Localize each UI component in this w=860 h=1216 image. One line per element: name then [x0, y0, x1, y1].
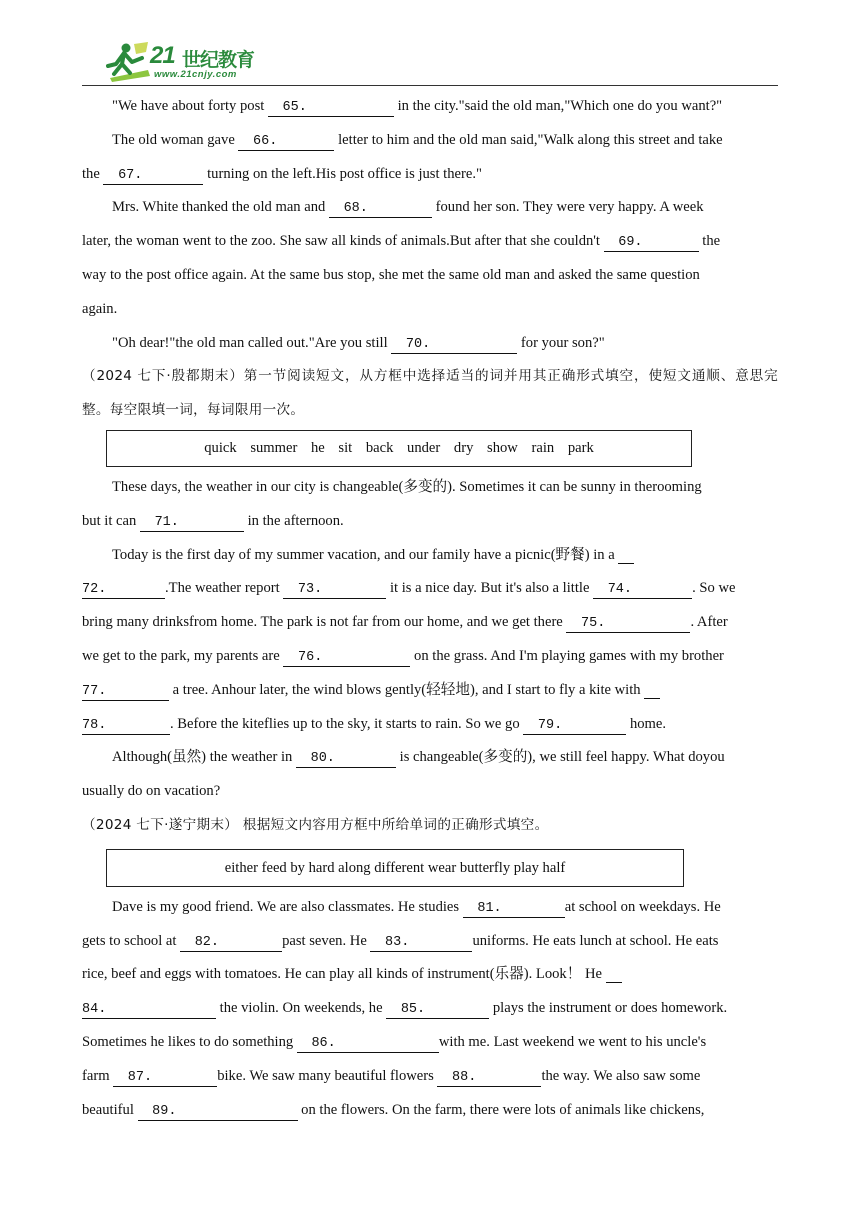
runner-icon	[104, 40, 152, 84]
answer-blank-80[interactable]	[296, 749, 396, 768]
text: Although(虽然) the weather in	[112, 749, 296, 766]
text: on the grass. And I'm playing games with my brother	[410, 647, 724, 664]
paragraph-line	[82, 1094, 778, 1128]
answer-blank-86[interactable]	[297, 1034, 439, 1053]
answer-blank-72[interactable]	[82, 580, 165, 599]
answer-blank-79[interactable]	[523, 716, 626, 735]
blank-number: 80.	[310, 751, 335, 767]
paragraph-line	[82, 572, 778, 606]
text: farm	[82, 1067, 114, 1084]
paragraph-line: way to the post office again. At the same bus stop, she met the same old man and asked the same question	[82, 266, 700, 283]
blank-number: 88.	[452, 1069, 477, 1085]
logo-url: www.21cnjy.com	[154, 69, 237, 80]
text: beautiful	[82, 1101, 138, 1118]
page-header	[0, 0, 860, 90]
document-body	[82, 90, 778, 1127]
paragraph-line	[82, 891, 778, 925]
paragraph-line	[82, 992, 778, 1026]
answer-blank-66[interactable]	[238, 132, 334, 151]
text: Mrs. White thanked the old man and	[112, 199, 329, 216]
answer-blank-75[interactable]	[566, 614, 690, 633]
text: home.	[626, 715, 667, 732]
blank-number: 77.	[82, 683, 107, 699]
blank-number: 73.	[297, 582, 323, 598]
blank-number: 81.	[477, 900, 502, 916]
answer-blank-84[interactable]	[82, 1000, 216, 1019]
paragraph-line	[82, 958, 778, 992]
answer-blank-73[interactable]	[283, 580, 386, 599]
paragraph-line	[82, 158, 778, 192]
text: bring many drinksfrom home. The park is not far from our home, and we get there	[82, 614, 567, 631]
blank-number: 86.	[311, 1035, 336, 1051]
text: is changeable(多变的), we still feel happy. What doyou	[396, 749, 725, 766]
text: . So we	[692, 580, 736, 597]
text: the violin. On weekends, he	[216, 1000, 387, 1017]
answer-blank-71[interactable]	[140, 513, 244, 532]
blank-number: 78.	[82, 717, 107, 733]
answer-blank-78-start[interactable]	[644, 682, 660, 699]
text: gets to school at	[82, 932, 181, 949]
text: Dave is my good friend. We are also classmates. He studies	[112, 898, 463, 915]
text: Today is the first day of my summer vacation, and our family have a picnic(野餐) in a	[112, 546, 615, 563]
answer-blank-89[interactable]	[138, 1102, 298, 1121]
blank-number: 89.	[152, 1103, 177, 1119]
text: . Before the kiteflies up to the sky, it starts to rain. So we go	[170, 715, 524, 732]
text: The old woman gave	[112, 131, 239, 148]
answer-blank-68[interactable]	[329, 199, 432, 218]
paragraph-line	[82, 674, 778, 708]
text: letter to him and the old man said,"Walk along this street and take	[334, 131, 723, 148]
paragraph-line	[82, 124, 778, 158]
paragraph-line	[82, 741, 778, 775]
text: in the afternoon.	[243, 512, 344, 529]
text: the	[698, 233, 721, 250]
header-divider	[82, 85, 778, 86]
answer-blank-87[interactable]	[113, 1068, 217, 1087]
text: "We have about forty post	[112, 98, 268, 114]
text: in the city."said the old man,"Which one do you want?"	[393, 98, 723, 114]
logo-text: 世纪教育	[182, 49, 255, 71]
answer-blank-70[interactable]	[391, 335, 517, 354]
blank-number: 71.	[154, 514, 179, 530]
answer-blank-88[interactable]	[437, 1068, 541, 1087]
paragraph-line	[82, 925, 778, 959]
text: . After	[690, 614, 728, 631]
answer-blank-81[interactable]	[463, 899, 565, 918]
blank-number: 72.	[82, 582, 107, 598]
text: the way. We also saw some	[541, 1067, 701, 1084]
paragraph-line: again.	[82, 300, 118, 317]
word-bank-box: either feed by hard along different wear butterfly play half	[106, 849, 684, 887]
paragraph-line	[82, 606, 778, 640]
paragraph-line	[82, 640, 778, 674]
answer-blank-83[interactable]	[370, 933, 472, 952]
answer-blank-84-start[interactable]	[606, 966, 622, 983]
blank-number: 87.	[127, 1069, 153, 1085]
paragraph-line	[82, 327, 778, 361]
answer-blank-69[interactable]	[604, 233, 699, 252]
text: it is a nice day. But it's also a little	[386, 580, 594, 597]
text: turning on the left.His post office is just there."	[203, 165, 482, 182]
blank-number: 66.	[253, 133, 278, 149]
answer-blank-76[interactable]	[283, 648, 410, 667]
blank-number: 67.	[118, 167, 143, 183]
text: for your son?"	[517, 334, 605, 351]
text: uniforms. He eats lunch at school. He eats	[472, 932, 719, 949]
text: rice, beef and eggs with tomatoes. He can play all kinds of instrument(乐器). Look！ He	[82, 966, 602, 983]
paragraph-line	[82, 1060, 778, 1094]
text: on the flowers. On the farm, there were lots of animals like chickens,	[297, 1101, 705, 1118]
blank-number: 83.	[385, 934, 410, 950]
paragraph-line: usually do on vacation?	[82, 783, 221, 800]
blank-number: 65.	[282, 100, 307, 115]
brand-logo	[104, 40, 284, 84]
text: at school on weekdays. He	[564, 898, 721, 915]
text: found her son. They were very happy. A week	[431, 199, 704, 216]
blank-number: 84.	[82, 1002, 107, 1018]
text: bike. We saw many beautiful flowers	[217, 1067, 438, 1084]
text: plays the instrument or does homework.	[489, 1000, 728, 1017]
text: Sometimes he likes to do something	[82, 1033, 297, 1050]
paragraph-line	[82, 191, 778, 225]
blank-number: 75.	[581, 616, 606, 632]
answer-blank-67[interactable]	[103, 166, 203, 185]
paragraph-line	[82, 225, 778, 259]
answer-blank-85[interactable]	[386, 1000, 489, 1019]
text: .The weather report	[165, 580, 284, 597]
text: past seven. He	[282, 932, 371, 949]
question-instruction: （2024 七下·殷都期末）第一节阅读短文，从方框中选择适当的词并用其正确形式填空，使短文通顺、意思完整。每空限填一词，每词限用一次。	[82, 368, 778, 419]
answer-blank-82[interactable]	[180, 933, 282, 952]
text: later, the woman went to the zoo. She saw all kinds of animals.But after that she couldn't	[82, 233, 604, 250]
answer-blank-72-start[interactable]	[618, 547, 634, 564]
blank-number: 74.	[607, 582, 632, 598]
blank-number: 82.	[194, 934, 219, 950]
paragraph-line	[82, 90, 778, 124]
answer-blank-77[interactable]	[82, 682, 169, 701]
blank-number: 69.	[618, 235, 643, 251]
text: with me. Last weekend we went to his uncle's	[438, 1033, 707, 1050]
blank-number: 68.	[343, 201, 368, 217]
blank-number: 76.	[298, 649, 323, 665]
answer-blank-78[interactable]	[82, 716, 170, 735]
text: "Oh dear!"the old man called out."Are you still	[112, 334, 392, 351]
blank-number: 85.	[400, 1002, 426, 1018]
paragraph-line	[82, 708, 778, 742]
text: but it can	[82, 512, 140, 529]
paragraph-line: These days, the weather in our city is changeable(多变的). Sometimes it can be sunny in therooming	[112, 478, 702, 495]
blank-number: 70.	[405, 336, 431, 352]
text: a tree. Anhour later, the wind blows gently(轻轻地), and I start to fly a kite with	[169, 681, 641, 698]
answer-blank-74[interactable]	[593, 580, 692, 599]
logo-number: 21	[150, 42, 175, 69]
paragraph-line	[82, 505, 778, 539]
paragraph-line	[82, 539, 778, 573]
word-bank-box: quick summer he sit back under dry show rain park	[106, 430, 692, 467]
answer-blank-65[interactable]	[268, 98, 394, 117]
paragraph-line	[82, 1026, 778, 1060]
text: the	[82, 165, 104, 182]
text: we get to the park, my parents are	[82, 647, 284, 664]
question-instruction: （2024 七下·遂宁期末） 根据短文内容用方框中所给单词的正确形式填空。	[82, 816, 549, 833]
blank-number: 79.	[537, 717, 563, 733]
